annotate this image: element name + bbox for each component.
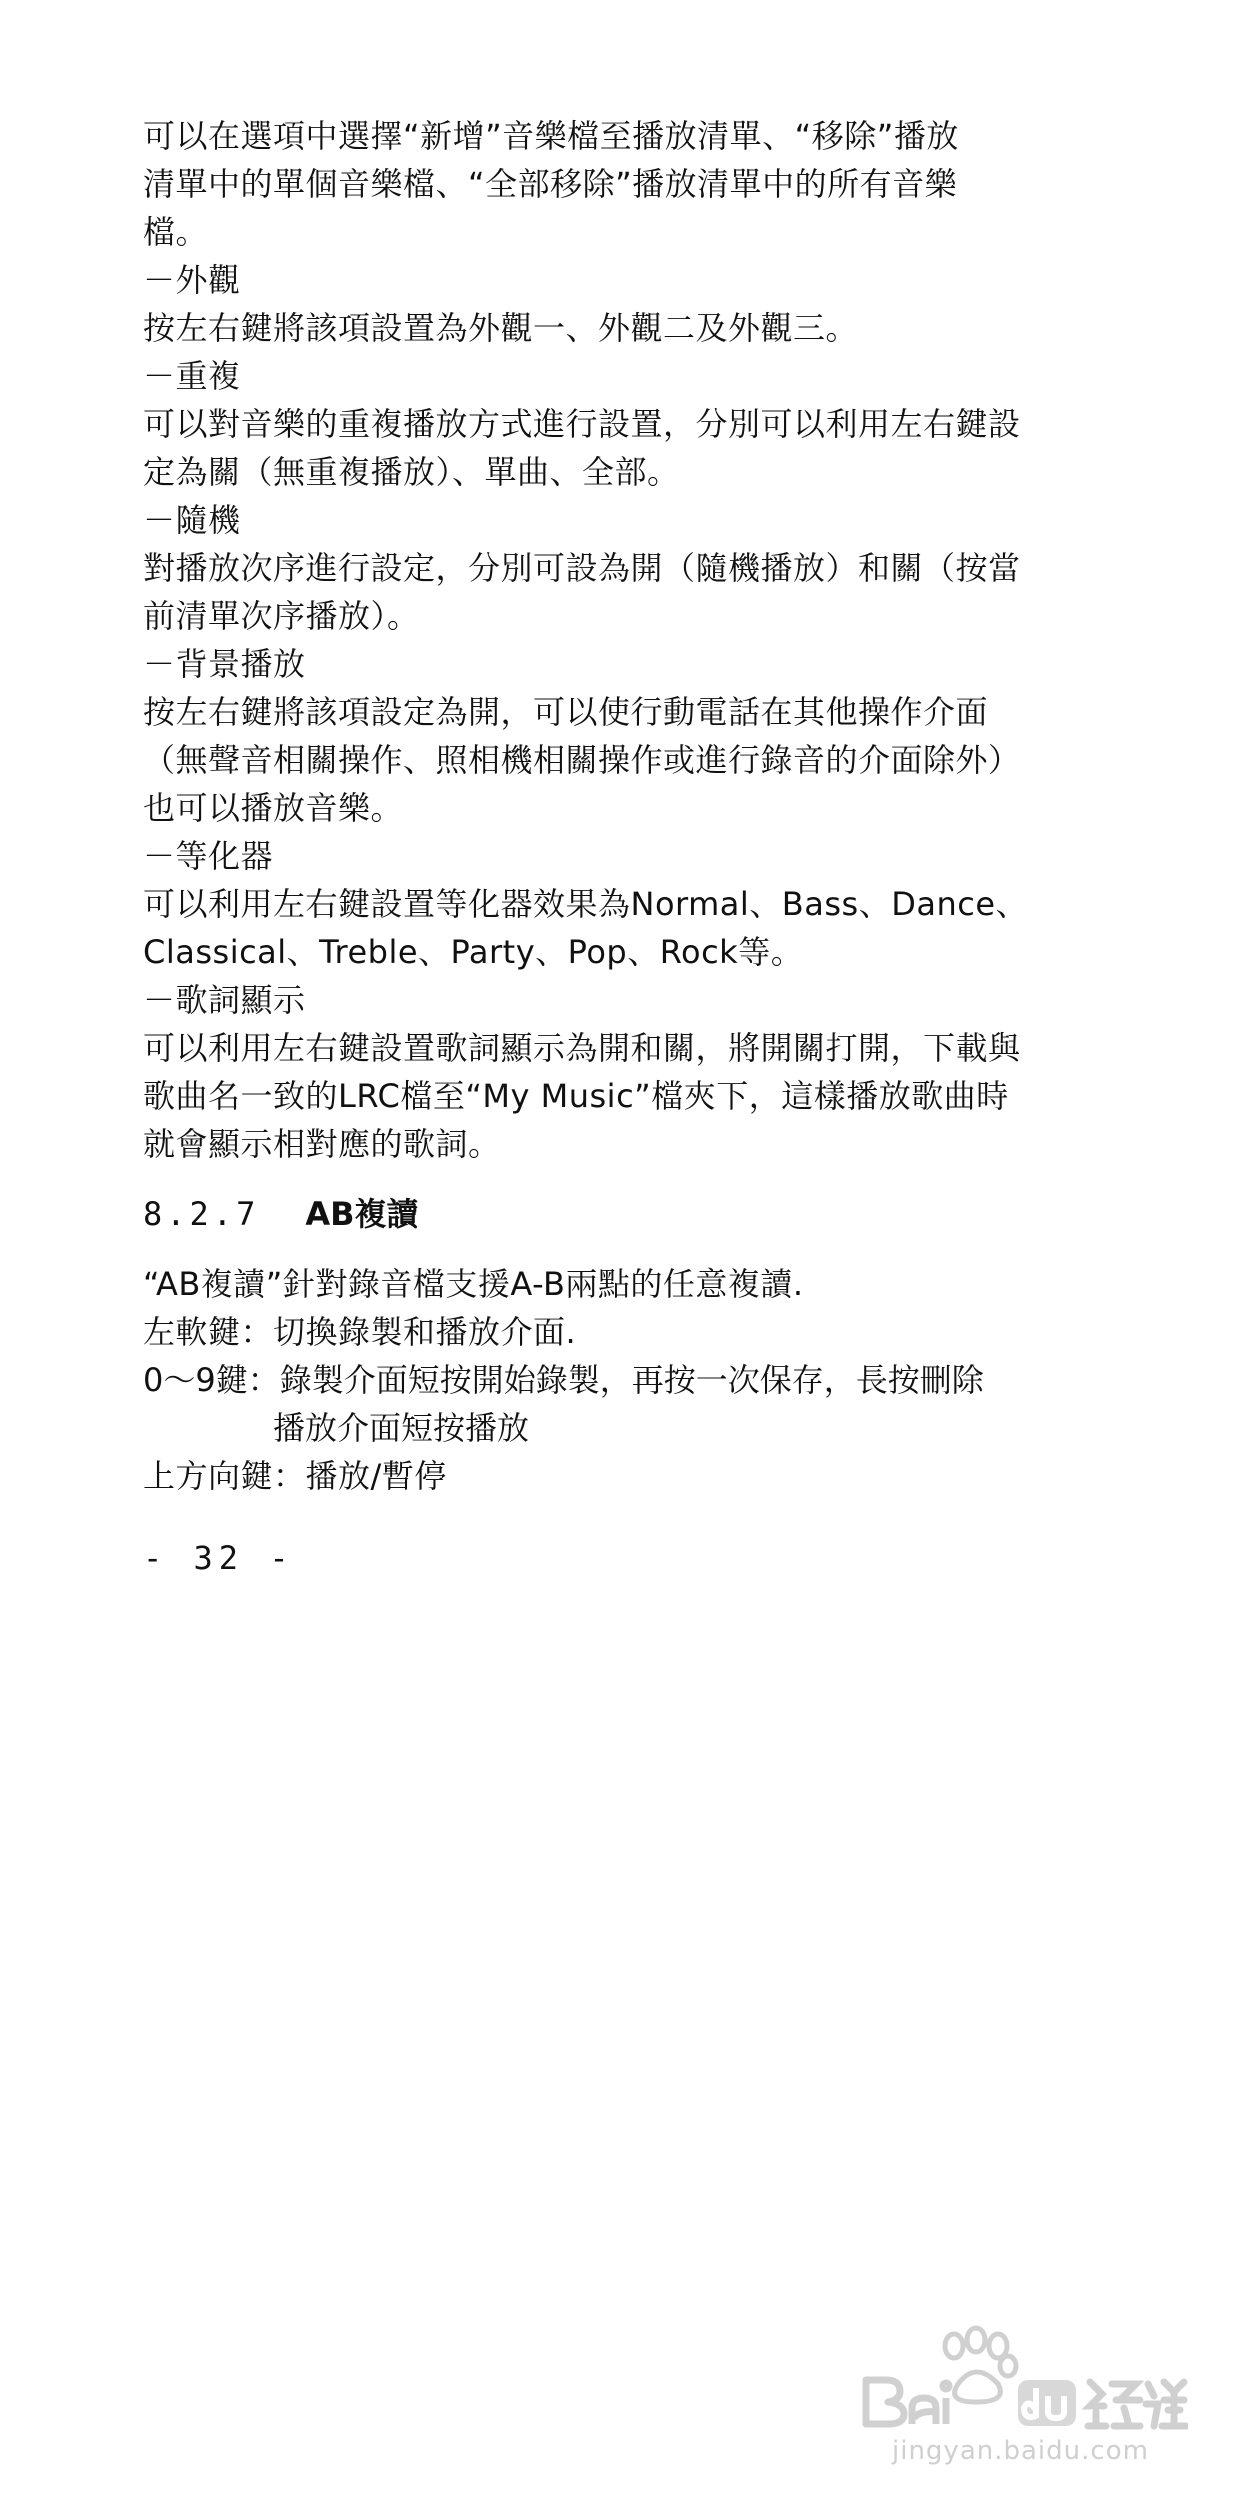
key-row (143, 1356, 1123, 1404)
subheading-background-play: －背景播放 (143, 645, 306, 683)
text-line: 前清單次序播放）。 (143, 597, 420, 635)
body-text (143, 112, 1123, 1168)
text-line: Classical、Treble、Party、Pop、Rock等。 (143, 933, 804, 971)
ab-repeat-text (143, 1260, 1123, 1500)
text-line: 可以對音樂的重複播放方式進行設置，分別可以利用左右鍵設 (143, 405, 1021, 443)
subheading-equalizer: －等化器 (143, 837, 274, 875)
text-line: 左軟鍵：切換錄製和播放介面. (143, 1313, 577, 1351)
baidu-watermark (858, 2324, 1188, 2474)
text-line: 按左右鍵將該項設定為開，可以使行動電話在其他操作介面 (143, 693, 989, 731)
text-line: 按左右鍵將該項設置為外觀一、外觀二及外觀三。 (143, 309, 859, 347)
text-line: 就會顯示相對應的歌詞。 (143, 1125, 501, 1163)
baidu-paw-logo-icon (858, 2324, 1188, 2434)
subheading-lyrics: －歌詞顯示 (143, 981, 306, 1019)
text-line: 上方向鍵：播放/暫停 (143, 1457, 447, 1495)
key-label: 0～9鍵： (143, 1361, 280, 1399)
text-line: 也可以播放音樂。 (143, 789, 404, 827)
subheading-shuffle: －隨機 (143, 501, 241, 539)
text-line: 對播放次序進行設定，分別可設為開（隨機播放）和關（按當 (143, 549, 1021, 587)
text-line: 清單中的單個音樂檔、“全部移除”播放清單中的所有音樂 (143, 165, 958, 203)
text-line: 可以在選項中選擇“新增”音樂檔至播放清單、“移除”播放 (143, 117, 959, 155)
key-continuation: 播放介面短按播放 (273, 1409, 530, 1447)
text-line: 可以利用左右鍵設置歌詞顯示為開和關，將開關打開，下載與 (143, 1029, 1021, 1067)
text-line: “AB複讀”針對錄音檔支援A-B兩點的任意複讀. (143, 1265, 804, 1303)
section-title: AB複讀 (305, 1195, 419, 1233)
text-line: 歌曲名一致的LRC檔至“My Music”檔夾下，這樣播放歌曲時 (143, 1077, 1009, 1115)
section-number: 8.2.7 (143, 1195, 260, 1233)
page-number: - 32 - (143, 1539, 295, 1577)
subheading-appearance: －外觀 (143, 261, 241, 299)
document-page (143, 112, 1123, 1582)
text-line: （無聲音相關操作、照相機相關操作或進行錄音的介面除外） (143, 741, 1021, 779)
text-line: 可以利用左右鍵設置等化器效果為Normal、Bass、Dance、 (143, 885, 1029, 923)
key-description: 錄製介面短按開始錄製，再按一次保存，長按刪除 (279, 1361, 984, 1399)
text-line: 定為關（無重複播放）、單曲、全部。 (143, 453, 680, 491)
watermark-url: jingyan.baidu.com (892, 2436, 1149, 2466)
section-heading (143, 1190, 1123, 1238)
subheading-repeat: －重複 (143, 357, 241, 395)
text-line: 檔。 (143, 213, 209, 251)
